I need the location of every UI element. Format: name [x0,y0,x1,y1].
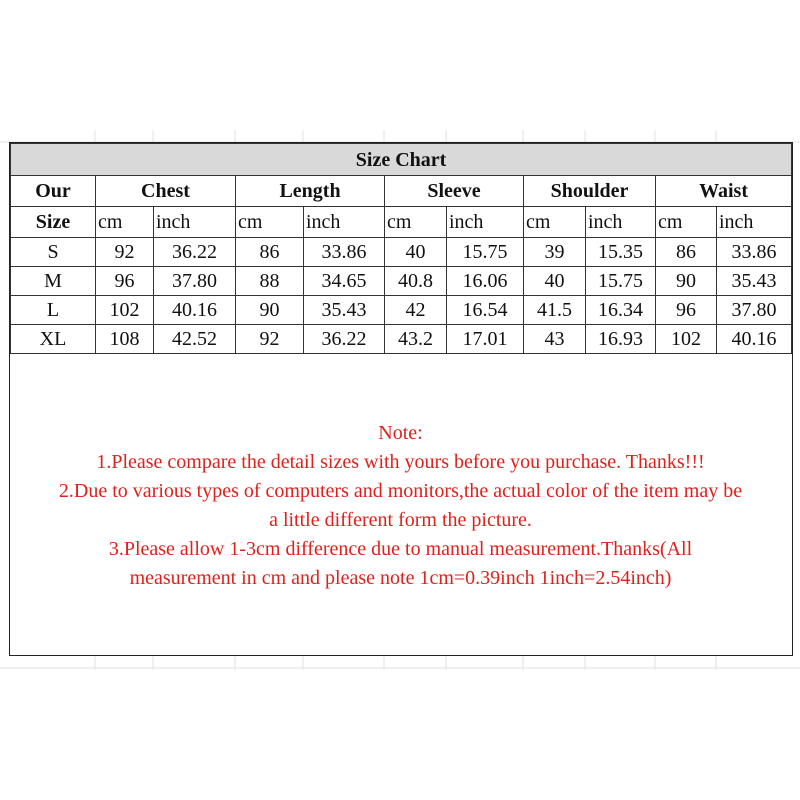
value-cell: 16.34 [586,296,656,325]
value-cell: 108 [96,325,154,354]
value-cell: 86 [656,238,717,267]
value-cell: 40.16 [717,325,792,354]
table-row [11,238,792,267]
value-cell: 15.75 [586,267,656,296]
value-cell: 102 [96,296,154,325]
value-cell: 35.43 [717,267,792,296]
size-chart [9,142,793,656]
note-line-1: 1.Please compare the detail sizes with yours before you purchase. Thanks!!! [96,451,705,473]
note-line-2b: a little different form the picture. [269,509,532,531]
our-size-label-bottom: Size [11,207,96,238]
value-cell: 35.43 [304,296,385,325]
value-cell: 33.86 [717,238,792,267]
value-cell: 42.52 [154,325,236,354]
value-cell: 16.93 [586,325,656,354]
unit-cm-chest: cm [96,207,154,238]
value-cell: 43.2 [385,325,447,354]
size-chart-title: Size Chart [11,144,792,176]
value-cell: 40.8 [385,267,447,296]
value-cell: 40.16 [154,296,236,325]
value-cell: 15.35 [586,238,656,267]
our-size-label-top: Our [11,176,96,207]
unit-cm-waist: cm [656,207,717,238]
value-cell: 96 [656,296,717,325]
table-row [11,267,792,296]
table-row [11,325,792,354]
size-cell: XL [11,325,96,354]
size-cell: S [11,238,96,267]
value-cell: 37.80 [154,267,236,296]
size-cell: M [11,267,96,296]
value-cell: 90 [236,296,304,325]
note-line-2a: 2.Due to various types of computers and monitors,the actual color of the item may be [58,480,743,502]
column-header-shoulder: Shoulder [524,176,656,207]
column-header-waist: Waist [656,176,792,207]
value-cell: 16.54 [447,296,524,325]
value-cell: 37.80 [717,296,792,325]
value-cell: 39 [524,238,586,267]
unit-inch-shoulder: inch [586,207,656,238]
value-cell: 17.01 [447,325,524,354]
value-cell: 36.22 [304,325,385,354]
size-cell: L [11,296,96,325]
value-cell: 102 [656,325,717,354]
unit-cm-length: cm [236,207,304,238]
column-header-length: Length [236,176,385,207]
value-cell: 40 [385,238,447,267]
value-cell: 41.5 [524,296,586,325]
value-cell: 42 [385,296,447,325]
value-cell: 88 [236,267,304,296]
value-cell: 92 [236,325,304,354]
unit-cm-sleeve: cm [385,207,447,238]
value-cell: 40 [524,267,586,296]
value-cell: 16.06 [447,267,524,296]
value-cell: 90 [656,267,717,296]
value-cell: 92 [96,238,154,267]
notes-section [10,419,791,593]
value-cell: 96 [96,267,154,296]
value-cell: 15.75 [447,238,524,267]
note-line-3b: measurement in cm and please note 1cm=0.39inch 1inch=2.54inch) [129,567,672,589]
note-heading: Note: [378,422,423,444]
value-cell: 33.86 [304,238,385,267]
unit-inch-chest: inch [154,207,236,238]
unit-inch-sleeve: inch [447,207,524,238]
unit-cm-shoulder: cm [524,207,586,238]
value-cell: 86 [236,238,304,267]
value-cell: 43 [524,325,586,354]
unit-inch-waist: inch [717,207,792,238]
value-cell: 36.22 [154,238,236,267]
size-table [10,143,792,354]
column-header-sleeve: Sleeve [385,176,524,207]
column-header-chest: Chest [96,176,236,207]
value-cell: 34.65 [304,267,385,296]
table-row [11,296,792,325]
note-line-3a: 3.Please allow 1-3cm difference due to manual measurement.Thanks(All [108,538,693,560]
unit-inch-length: inch [304,207,385,238]
